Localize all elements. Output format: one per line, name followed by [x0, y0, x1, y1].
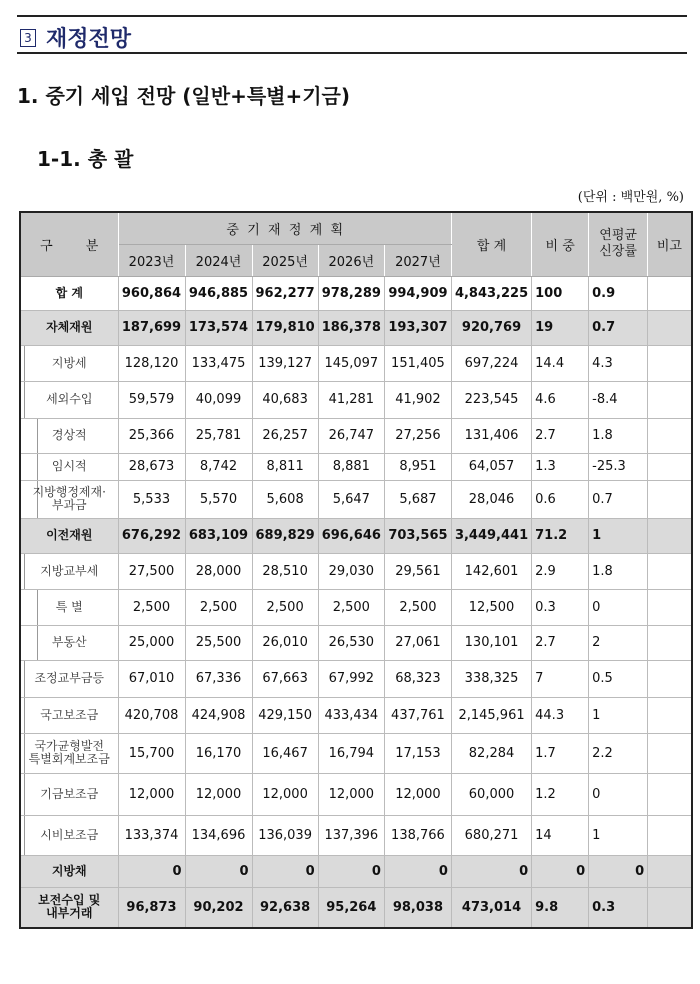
note-cell: [648, 815, 692, 855]
share-value: 0.6: [532, 480, 589, 518]
table-row: [20, 855, 692, 887]
note-cell: [648, 345, 692, 381]
year-value: 25,000: [118, 625, 185, 660]
note-cell: [648, 589, 692, 625]
year-value: 173,574: [185, 310, 252, 345]
share-value: 1.3: [532, 453, 589, 480]
year-value: 95,264: [318, 887, 384, 928]
share-value: 4.6: [532, 381, 589, 418]
header-plan-group: 중 기 재 정 계 획: [118, 212, 451, 244]
total-value: 920,769: [451, 310, 531, 345]
growth-value: -8.4: [589, 381, 648, 418]
row-label: 이전재원: [20, 518, 118, 553]
header-year: 2025년: [252, 244, 318, 276]
year-value: 8,951: [384, 453, 451, 480]
year-value: 17,153: [384, 733, 451, 773]
year-value: 40,099: [185, 381, 252, 418]
year-value: 5,647: [318, 480, 384, 518]
table-row: [20, 480, 692, 518]
year-value: 429,150: [252, 697, 318, 733]
note-cell: [648, 660, 692, 697]
total-value: 2,145,961: [451, 697, 531, 733]
header-year: 2026년: [318, 244, 384, 276]
year-value: 25,500: [185, 625, 252, 660]
note-cell: [648, 733, 692, 773]
section-rule: [17, 52, 687, 54]
total-value: 338,325: [451, 660, 531, 697]
share-value: 44.3: [532, 697, 589, 733]
total-value: 473,014: [451, 887, 531, 928]
growth-value: 1.8: [589, 418, 648, 453]
row-label: 세외수입: [20, 381, 118, 418]
year-value: 2,500: [118, 589, 185, 625]
year-value: 676,292: [118, 518, 185, 553]
row-label: 합 계: [20, 276, 118, 310]
year-value: 2,500: [318, 589, 384, 625]
year-value: 27,256: [384, 418, 451, 453]
year-value: 133,374: [118, 815, 185, 855]
table-row: [20, 553, 692, 589]
year-value: 92,638: [252, 887, 318, 928]
note-cell: [648, 773, 692, 815]
year-value: 16,794: [318, 733, 384, 773]
note-cell: [648, 453, 692, 480]
year-value: 27,500: [118, 553, 185, 589]
table-row: [20, 697, 692, 733]
year-value: 25,781: [185, 418, 252, 453]
header-category: 구 분: [20, 212, 118, 276]
note-cell: [648, 553, 692, 589]
year-value: 962,277: [252, 276, 318, 310]
table-row: [20, 453, 692, 480]
year-value: 0: [252, 855, 318, 887]
year-value: 29,030: [318, 553, 384, 589]
total-value: 697,224: [451, 345, 531, 381]
total-value: 680,271: [451, 815, 531, 855]
year-value: 696,646: [318, 518, 384, 553]
year-value: 437,761: [384, 697, 451, 733]
year-value: 151,405: [384, 345, 451, 381]
year-value: 68,323: [384, 660, 451, 697]
year-value: 433,434: [318, 697, 384, 733]
year-value: 2,500: [185, 589, 252, 625]
year-value: 0: [318, 855, 384, 887]
year-value: 2,500: [252, 589, 318, 625]
section-number: 3: [20, 29, 36, 47]
header-year: 2024년: [185, 244, 252, 276]
year-value: 12,000: [118, 773, 185, 815]
share-value: 100: [532, 276, 589, 310]
total-value: 3,449,441: [451, 518, 531, 553]
table-row: [20, 625, 692, 660]
year-value: 28,673: [118, 453, 185, 480]
year-value: 16,170: [185, 733, 252, 773]
row-label: 특 별: [20, 589, 118, 625]
share-value: 7: [532, 660, 589, 697]
row-label: 부동산: [20, 625, 118, 660]
total-value: 28,046: [451, 480, 531, 518]
year-value: 145,097: [318, 345, 384, 381]
table-row: [20, 733, 692, 773]
unit-note: (단위 : 백만원, %): [577, 190, 684, 205]
share-value: 2.9: [532, 553, 589, 589]
note-cell: [648, 887, 692, 928]
growth-value: 0: [589, 589, 648, 625]
year-value: 26,530: [318, 625, 384, 660]
share-value: 1.7: [532, 733, 589, 773]
table-row: [20, 589, 692, 625]
year-value: 41,902: [384, 381, 451, 418]
total-value: 142,601: [451, 553, 531, 589]
year-value: 8,742: [185, 453, 252, 480]
total-value: 223,545: [451, 381, 531, 418]
note-cell: [648, 418, 692, 453]
total-value: 4,843,225: [451, 276, 531, 310]
year-value: 0: [384, 855, 451, 887]
row-label: 시비보조금: [20, 815, 118, 855]
table-row: [20, 518, 692, 553]
note-cell: [648, 855, 692, 887]
year-value: 12,000: [185, 773, 252, 815]
year-value: 186,378: [318, 310, 384, 345]
growth-value: 1: [589, 815, 648, 855]
table-row: [20, 276, 692, 310]
year-value: 12,000: [252, 773, 318, 815]
year-value: 689,829: [252, 518, 318, 553]
row-label: 국가균형발전 특별회계보조금: [20, 733, 118, 773]
year-value: 2,500: [384, 589, 451, 625]
year-value: 0: [185, 855, 252, 887]
growth-value: 2: [589, 625, 648, 660]
total-value: 130,101: [451, 625, 531, 660]
year-value: 25,366: [118, 418, 185, 453]
year-value: 67,992: [318, 660, 384, 697]
year-value: 5,687: [384, 480, 451, 518]
table-row: [20, 887, 692, 928]
year-value: 134,696: [185, 815, 252, 855]
share-value: 14.4: [532, 345, 589, 381]
row-label: 임시적: [20, 453, 118, 480]
year-value: 67,010: [118, 660, 185, 697]
row-label: 지방세: [20, 345, 118, 381]
note-cell: [648, 381, 692, 418]
year-value: 5,533: [118, 480, 185, 518]
year-value: 29,561: [384, 553, 451, 589]
share-value: 1.2: [532, 773, 589, 815]
year-value: 28,000: [185, 553, 252, 589]
revenue-table: [19, 211, 693, 929]
growth-value: 0: [589, 855, 648, 887]
section-title-text: 재정전망: [46, 27, 132, 52]
year-value: 703,565: [384, 518, 451, 553]
year-value: 96,873: [118, 887, 185, 928]
year-value: 5,570: [185, 480, 252, 518]
year-value: 16,467: [252, 733, 318, 773]
year-value: 424,908: [185, 697, 252, 733]
growth-value: 4.3: [589, 345, 648, 381]
row-label: 경상적: [20, 418, 118, 453]
share-value: 0.3: [532, 589, 589, 625]
note-cell: [648, 480, 692, 518]
year-value: 683,109: [185, 518, 252, 553]
share-value: 19: [532, 310, 589, 345]
year-value: 28,510: [252, 553, 318, 589]
growth-value: 0.3: [589, 887, 648, 928]
share-value: 2.7: [532, 625, 589, 660]
table-row: [20, 381, 692, 418]
header-total: 합 계: [451, 212, 531, 276]
year-value: 8,811: [252, 453, 318, 480]
row-label: 지방교부세: [20, 553, 118, 589]
note-cell: [648, 697, 692, 733]
growth-value: -25.3: [589, 453, 648, 480]
year-value: 187,699: [118, 310, 185, 345]
year-value: 67,336: [185, 660, 252, 697]
year-value: 128,120: [118, 345, 185, 381]
year-value: 12,000: [318, 773, 384, 815]
row-label: 지방채: [20, 855, 118, 887]
header-note: 비고: [648, 212, 692, 276]
year-value: 90,202: [185, 887, 252, 928]
table-row: [20, 418, 692, 453]
note-cell: [648, 625, 692, 660]
total-value: 60,000: [451, 773, 531, 815]
table-row: [20, 660, 692, 697]
growth-value: 2.2: [589, 733, 648, 773]
year-value: 15,700: [118, 733, 185, 773]
growth-value: 0.9: [589, 276, 648, 310]
year-value: 26,010: [252, 625, 318, 660]
year-value: 960,864: [118, 276, 185, 310]
header-share: 비 중: [532, 212, 589, 276]
year-value: 8,881: [318, 453, 384, 480]
year-value: 978,289: [318, 276, 384, 310]
growth-value: 0.7: [589, 480, 648, 518]
table-row: [20, 310, 692, 345]
total-value: 82,284: [451, 733, 531, 773]
header-year: 2027년: [384, 244, 451, 276]
total-value: 64,057: [451, 453, 531, 480]
growth-value: 0.7: [589, 310, 648, 345]
share-value: 71.2: [532, 518, 589, 553]
growth-value: 0: [589, 773, 648, 815]
year-value: 137,396: [318, 815, 384, 855]
year-value: 994,909: [384, 276, 451, 310]
row-label: 기금보조금: [20, 773, 118, 815]
year-value: 12,000: [384, 773, 451, 815]
note-cell: [648, 310, 692, 345]
table-row: [20, 345, 692, 381]
year-value: 67,663: [252, 660, 318, 697]
table-row: [20, 815, 692, 855]
row-label: 보전수입 및 내부거래: [20, 887, 118, 928]
year-value: 179,810: [252, 310, 318, 345]
section-title: [20, 22, 131, 53]
growth-value: 1.8: [589, 553, 648, 589]
share-value: 2.7: [532, 418, 589, 453]
year-value: 26,747: [318, 418, 384, 453]
total-value: 0: [451, 855, 531, 887]
top-rule: [17, 15, 687, 17]
year-value: 138,766: [384, 815, 451, 855]
row-label: 조정교부금등: [20, 660, 118, 697]
year-value: 420,708: [118, 697, 185, 733]
year-value: 98,038: [384, 887, 451, 928]
row-label: 국고보조금: [20, 697, 118, 733]
year-value: 946,885: [185, 276, 252, 310]
year-value: 26,257: [252, 418, 318, 453]
year-value: 5,608: [252, 480, 318, 518]
growth-value: 0.5: [589, 660, 648, 697]
growth-value: 1: [589, 518, 648, 553]
year-value: 139,127: [252, 345, 318, 381]
year-value: 136,039: [252, 815, 318, 855]
share-value: 14: [532, 815, 589, 855]
row-label: 지방행정제재· 부과금: [20, 480, 118, 518]
year-value: 0: [118, 855, 185, 887]
year-value: 27,061: [384, 625, 451, 660]
share-value: 0: [532, 855, 589, 887]
year-value: 59,579: [118, 381, 185, 418]
header-growth: 연평균 신장률: [589, 212, 648, 276]
growth-value: 1: [589, 697, 648, 733]
table-row: [20, 773, 692, 815]
year-value: 40,683: [252, 381, 318, 418]
year-value: 193,307: [384, 310, 451, 345]
share-value: 9.8: [532, 887, 589, 928]
heading-1: 1. 중기 세입 전망 (일반+특별+기금): [17, 84, 351, 108]
note-cell: [648, 276, 692, 310]
total-value: 131,406: [451, 418, 531, 453]
heading-2: 1-1. 총 괄: [37, 147, 134, 171]
total-value: 12,500: [451, 589, 531, 625]
row-label: 자체재원: [20, 310, 118, 345]
year-value: 133,475: [185, 345, 252, 381]
header-year: 2023년: [118, 244, 185, 276]
note-cell: [648, 518, 692, 553]
year-value: 41,281: [318, 381, 384, 418]
